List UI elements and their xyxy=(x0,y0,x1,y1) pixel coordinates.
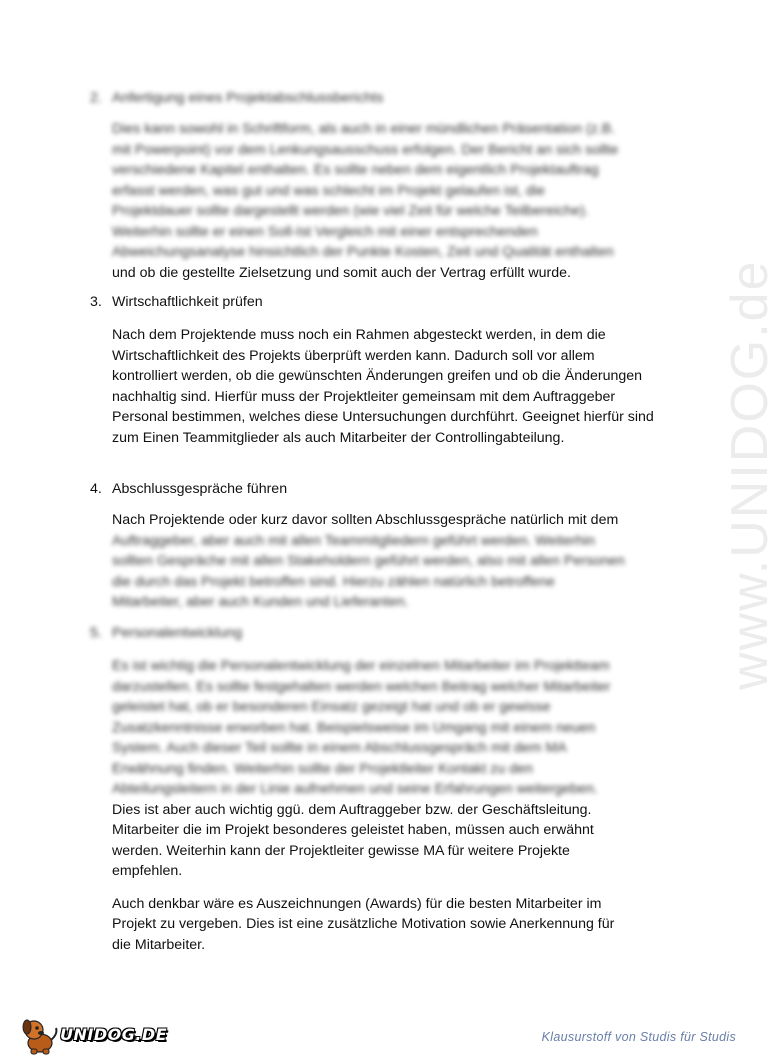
section-3-paragraph: Nach dem Projektende muss noch ein Rahmen abgesteckt werden, in dem die Wirtschaftlichkeit des Projekts überprüft werden kann. Dadurch soll vor allem kontrolliert werden, ob die gewünschten Änderungen greifen und ob die Änderungen nachhaltig sind. Hierfür muss der Projektleiter gemeinsam mit dem Auftraggeber Personal bestimmen, welches diese Untersuchungen durchführt. Geeignet hierfür sind zum Einen Teammitglieder als auch Mitarbeiter der Controllingabteilung. xyxy=(112,327,654,446)
blurred-paragraph: Es ist wichtig die Personalentwicklung der einzelnen Mitarbeiter im Projektteam darzustellen. Es sollte festgehalten werden welchen Beitrag welcher Mitarbeiter geleistet hat, ob er besonderen Einsatz gezeigt hat und ob er gewisse Zusatzkenntnisse erworben hat. Beispielsweise im Umgang mit einem neuen System. Auch dieser Teil sollte in einem Abschlussgespräch mit dem MA Erwähnung finden. Weiterhin sollte der Projektleiter Kontakt zu den Abteilungsleitern in der Linie aufnehmen und seine Erfahrungen weitergeben. xyxy=(112,658,611,797)
visible-paragraph: Dies ist aber auch wichtig ggü. dem Auftraggeber bzw. der Geschäftsleitung. Mitarbeiter die im Projekt besonderes geleistet haben, müssen auch erwähnt werden. Weiterhin kann der Projektleiter gewisse MA für weitere Projekte empfehlen. xyxy=(112,801,594,879)
blurred-paragraph: Dies kann sowohl in Schriftform, als auch in einer mündlichen Präsentation (z.B. mit Powerpoint) vor dem Lenkungsausschuss erfolgen. Der Bericht an sich sollte verschiedene Kapitel enthalten. Es sollte neben dem eigentlich Projektauftrag erfasst werden, was gut und was schlecht im Projekt gelaufen ist, die Projektdauer sollte dargestellt werden (wie viel Zeit für welche Teilbereiche). Weiterhin sollte er einen Soll-Ist Vergleich mit einer entsprechenden Abweichungsanalyse hinsichtlich der Punkte Kosten, Zeit und Qualität enthalten xyxy=(112,121,619,260)
blurred-paragraph: Auftraggeber, aber auch mit allen Teammitgliedern geführt werden. Weiterhin sollten Gespräche mit allen Stakeholdern geführt werden, also mit allen Personen die durch das Projekt betroffen sind. Hierzu zählen natürlich betroffene Mitarbeiter, aber auch Kunden und Lieferanten. xyxy=(112,532,625,610)
footer-tagline: Klausurstoff von Studis für Studis xyxy=(541,1030,736,1044)
closing-paragraph: Auch denkbar wäre es Auszeichnungen (Awards) für die besten Mitarbeiter im Projekt zu vergeben. Dies ist eine zusätzliche Motivation sowie Anerkennung für die Mitarbeiter. xyxy=(112,895,615,953)
section-5-heading: 5. Personalentwicklung xyxy=(90,625,243,641)
logo-text: UNIDOG.DE xyxy=(60,1025,168,1044)
section-5-body xyxy=(112,656,660,955)
dog-mascot-icon xyxy=(18,1016,62,1056)
section-4-body xyxy=(112,510,660,613)
section-3-heading: 3. Wirtschaftlichkeit prüfen xyxy=(90,294,263,310)
unidog-logo xyxy=(18,1016,168,1052)
section-4-heading: 4. Abschlussgespräche führen xyxy=(90,481,288,497)
visible-line: Nach Projektende oder kurz davor sollten Abschlussgespräche natürlich mit dem xyxy=(112,512,619,528)
section-2-body xyxy=(112,119,660,283)
watermark-text: www.UNIDOG.de xyxy=(721,259,779,690)
section-2-heading: 2. Anfertigung eines Projektabschlussberichts xyxy=(90,90,384,106)
visible-line: und ob die gestellte Zielsetzung und somit auch der Vertrag erfüllt wurde. xyxy=(112,264,571,281)
